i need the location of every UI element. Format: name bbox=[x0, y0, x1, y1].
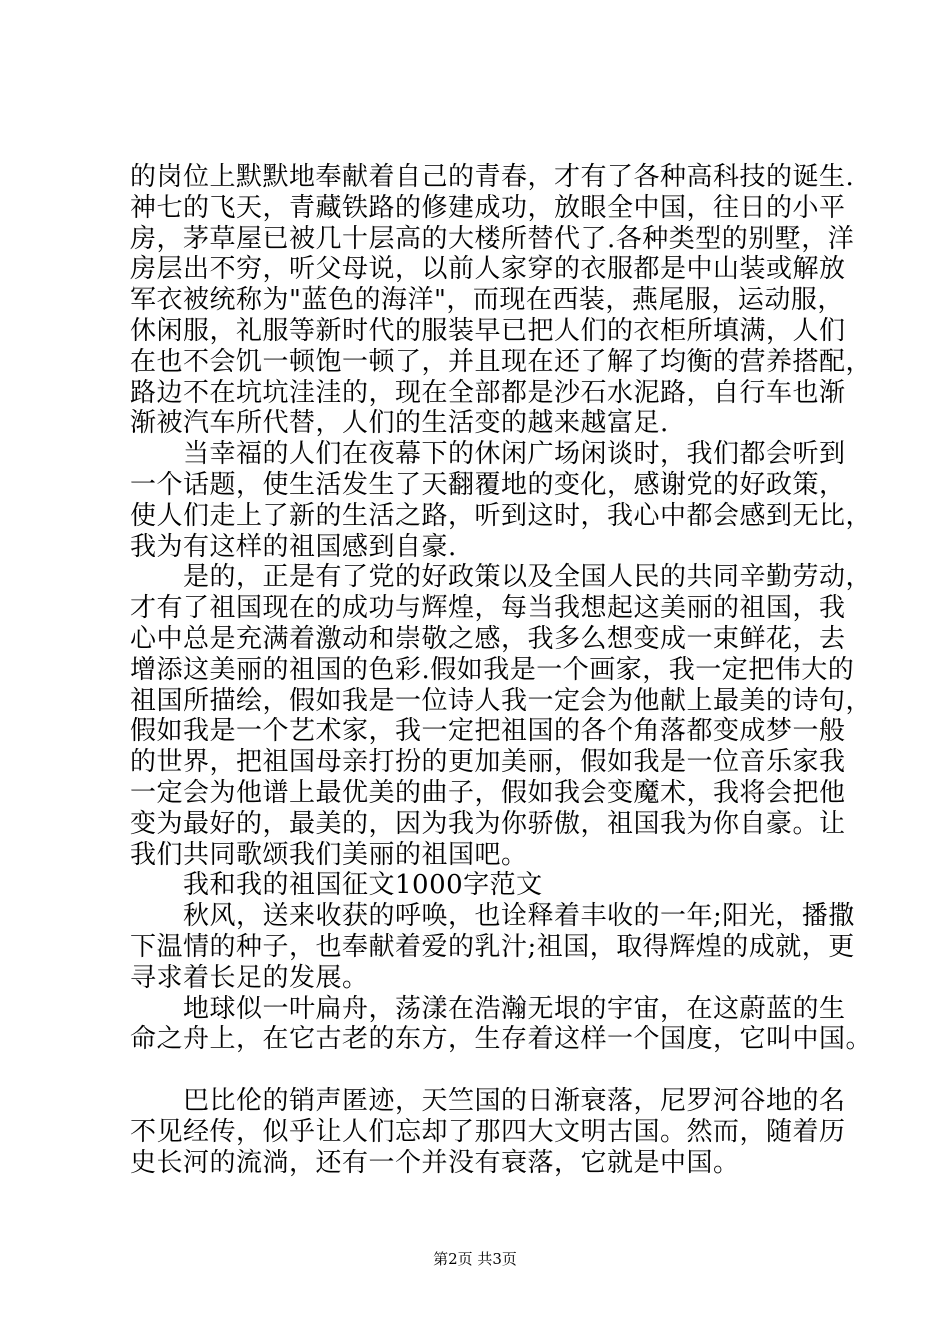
page-footer bbox=[0, 1249, 950, 1269]
text-line: 增添这美丽的祖国的色彩.假如我是一个画家，我一定把伟大的 bbox=[130, 654, 855, 685]
text-line: 一定会为他谱上最优美的曲子，假如我会变魔术，我将会把他 bbox=[130, 777, 846, 808]
text-line: 祖国所描绘，假如我是一位诗人我一定会为他献上最美的诗句， bbox=[130, 685, 873, 716]
text-line: 休闲服，礼服等新时代的服装早已把人们的衣柜所填满，人们 bbox=[130, 315, 846, 346]
text-line: 在也不会饥一顿饱一顿了，并且现在还了解了均衡的营养搭配， bbox=[130, 346, 873, 377]
section-heading: 我和我的祖国征文1000字范文 bbox=[130, 870, 543, 901]
text-line: 假如我是一个艺术家，我一定把祖国的各个角落都变成梦一般 bbox=[130, 716, 846, 747]
text-line: 一个话题，使生活发生了天翻覆地的变化，感谢党的好政策， bbox=[130, 469, 846, 500]
text-line: 的岗位上默默地奉献着自己的青春，才有了各种高科技的诞生. bbox=[130, 162, 855, 192]
text-line: 当幸福的人们在夜幕下的休闲广场闲谈时，我们都会听到 bbox=[130, 439, 846, 470]
text-line: 变为最好的，最美的，因为我为你骄傲，祖国我为你自豪。让 bbox=[130, 808, 846, 839]
blank-line bbox=[130, 1055, 830, 1086]
text-line: 巴比伦的销声匿迹，天竺国的日渐衰落，尼罗河谷地的名 bbox=[130, 1085, 846, 1116]
text-line: 史长河的流淌，还有一个并没有衰落，它就是中国。 bbox=[130, 1147, 740, 1178]
text-line: 军衣被统称为"蓝色的海洋"，而现在西装，燕尾服，运动服， bbox=[130, 285, 844, 316]
text-line: 才有了祖国现在的成功与辉煌，每当我想起这美丽的祖国，我 bbox=[130, 593, 846, 624]
text-line: 命之舟上，在它古老的东方，生存着这样一个国度，它叫中国。 bbox=[130, 1024, 873, 1055]
text-line: 使人们走上了新的生活之路，听到这时，我心中都会感到无比， bbox=[130, 500, 873, 531]
text-line: 神七的飞天，青藏铁路的修建成功，放眼全中国，往日的小平 bbox=[130, 192, 846, 223]
text-line: 心中总是充满着激动和崇敬之感，我多么想变成一束鲜花，去 bbox=[130, 623, 846, 654]
text-line: 渐被汽车所代替，人们的生活变的越来越富足. bbox=[130, 408, 669, 439]
text-line: 的世界，把祖国母亲打扮的更加美丽，假如我是一位音乐家我 bbox=[130, 747, 846, 778]
text-line: 下温情的种子，也奉献着爱的乳汁;祖国，取得辉煌的成就，更 bbox=[130, 931, 855, 962]
text-line: 寻求着长足的发展。 bbox=[130, 962, 369, 993]
page-number: 第2页 共3页 bbox=[433, 1250, 517, 1268]
text-line: 不见经传，似乎让人们忘却了那四大文明古国。然而，随着历 bbox=[130, 1116, 846, 1147]
text-line: 我们共同歌颂我们美丽的祖国吧。 bbox=[130, 839, 528, 870]
text-line: 路边不在坑坑洼洼的，现在全部都是沙石水泥路，自行车也渐 bbox=[130, 377, 846, 408]
text-line: 房，茅草屋已被几十层高的大楼所替代了.各种类型的别墅，洋 bbox=[130, 223, 855, 254]
text-line: 地球似一叶扁舟，荡漾在浩瀚无垠的宇宙，在这蔚蓝的生 bbox=[130, 993, 846, 1024]
text-line: 秋风，送来收获的呼唤，也诠释着丰收的一年;阳光，播撒 bbox=[130, 901, 855, 932]
text-line: 房层出不穷，听父母说，以前人家穿的衣服都是中山装或解放 bbox=[130, 254, 846, 285]
text-line: 是的，正是有了党的好政策以及全国人民的共同辛勤劳动， bbox=[130, 562, 873, 593]
text-line: 我为有这样的祖国感到自豪. bbox=[130, 531, 457, 562]
body-text bbox=[130, 162, 873, 1178]
